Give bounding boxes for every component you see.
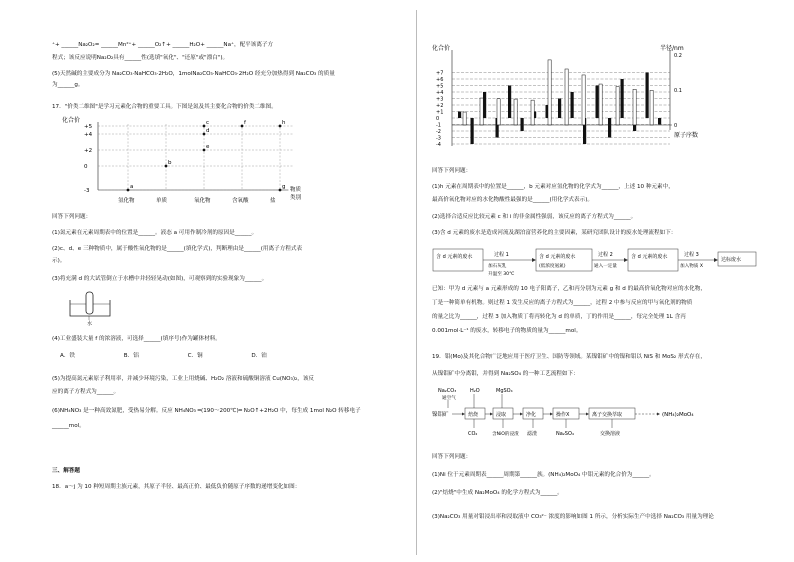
point-c xyxy=(203,125,206,128)
y-tick-label: -2 xyxy=(436,129,441,135)
point-f xyxy=(241,125,244,128)
sub-question-3: (3)将充满 d 的大试管倒立于水槽中并轻轻晃动(如图)，可观察到的实验现象为______。 xyxy=(52,276,268,282)
y-tick-label: +6 xyxy=(436,77,444,83)
y2-tick-label: 0 xyxy=(674,123,678,129)
step-roast: 焙烧 xyxy=(468,412,479,418)
valence-bar xyxy=(571,92,574,118)
answer-intro: 回答下列问题： xyxy=(52,214,92,220)
output-exchange-solution: 交换溶液 xyxy=(600,431,621,437)
step-ion-exchange: 离子交换萃取 xyxy=(592,412,623,418)
text-line: 程式；该反应说明Na₂O₂具有______性(选填"氧化"、"还原"或"漂白")。 xyxy=(52,55,229,61)
flow-step-3: 过程 3 xyxy=(684,252,699,258)
radius-bar xyxy=(497,99,500,125)
chart-xlabel-1: 物质 xyxy=(290,187,302,193)
output-co2: CO₂ xyxy=(468,431,478,437)
condition-text-3: 的量之比为______，过程 3 加入物质丁将丙转化为 d 的单质，丁的作用是______，每完全处理 1L 含丙 xyxy=(432,314,686,320)
valence-bar xyxy=(621,79,624,118)
radius-bar xyxy=(514,99,517,125)
point-a xyxy=(127,189,130,192)
condition-text-4: 0.001mol·L⁻¹ 的废水，转移电子的物质的量为______mol。 xyxy=(432,328,582,334)
question-18: 18．a～j 为 10 种短周期主族元素，其原子半径、最高正价、最低负价随原子序数的递增变化如图： xyxy=(52,484,301,490)
radius-bar xyxy=(616,87,619,126)
valence-bar xyxy=(458,112,461,119)
valence-bar xyxy=(596,86,599,119)
column-divider xyxy=(416,10,417,555)
options-row xyxy=(60,353,313,360)
text-line: 为______g。 xyxy=(52,82,84,88)
radius-bar xyxy=(650,90,653,125)
output-nio-residue: 含NiO的浸渣 xyxy=(492,432,519,437)
flow-note-1: 加石灰乳 xyxy=(488,264,507,269)
point-label-a: a xyxy=(130,184,134,190)
radius-bar xyxy=(463,112,466,125)
text-line: (5)天然碱的主要成分为 Na₂CO₃·NaHCO₃·2H₂O，1molNa₂CO₃·NaHCO₃·2H₂O 经充分加热得到 Na₂CO₃ 的质量 xyxy=(52,71,335,77)
sub-question-r3: (3)Na₂CO₃ 用量对钼浸出率和浸取液中 CO₃²⁻ 浓度的影响如图 1 所示，分析实际生产中选择 Na₂CO₃ 用量为理论 xyxy=(432,514,714,520)
input-1: Na₂CO₃ xyxy=(438,388,457,394)
condition-text-2: 丁是一种简单有机物。则过程 1 发生反应的离子方程式为______，过程 2 中参与反应的甲与氧化剂的物质 xyxy=(432,300,693,306)
y-tick-label: +2 xyxy=(436,103,444,109)
question-19: 19．钼(Mo)及其化合物广泛地应用于医疗卫生、国防等领域。某镍钼矿中的镍和钼以 NiS 和 MoS₂ 形式存在， xyxy=(432,354,706,360)
sub-question-4: (4)工业盛装大量 f 的浓溶液，可选择______(填序号)作为罐体材料。 xyxy=(52,336,221,342)
point-label-d: d xyxy=(206,128,210,134)
y-tick-label: +3 xyxy=(436,96,444,103)
inverted-tube-diagram xyxy=(66,290,116,326)
flow-box-2: 含 d 元素的废水 xyxy=(539,254,576,260)
y-tick-label: -3 xyxy=(436,135,441,142)
sub-question-6-cont: ______mol。 xyxy=(52,423,85,429)
y-tick-label: +2 xyxy=(84,148,93,154)
flow-box-1: 含 d 元素的废水 xyxy=(436,254,473,260)
y-tick-label: 0 xyxy=(84,164,88,170)
input-3: MgSO₄ xyxy=(496,388,513,394)
nitrogen-valence-chart xyxy=(58,114,323,206)
flow-note-2: 升温至 30℃ xyxy=(488,272,515,277)
step-purify: 净化 xyxy=(526,412,537,418)
radius-bar xyxy=(633,89,636,125)
condition-text: 已知：甲为 d 元素与 a 元素形成的 10 电子阳离子，乙和丙分别为元素 g 和 d 的最高价氧化物对应的水化物， xyxy=(432,286,706,292)
y-tick-label: -1 xyxy=(436,122,441,129)
molybdenum-process-flow xyxy=(432,384,762,444)
y-tick-label: +1 xyxy=(436,109,444,116)
radius-bar xyxy=(531,100,534,125)
y-tick-label: -3 xyxy=(84,188,90,194)
sub-question-r1: (1)Ni 位于元素周期表______周期第______族。(NH₄)₂MoO₄ 中钼元素的化合价为______。 xyxy=(432,472,655,478)
radius-bar xyxy=(548,60,551,125)
answer-intro-2: 回答下列问题： xyxy=(432,454,472,460)
output-na2so4: Na₂SO₄ xyxy=(556,431,574,437)
section-title: 三、解答题 xyxy=(52,468,80,474)
chart-ylabel: 化合价 xyxy=(62,117,81,124)
point-label-g: g xyxy=(282,184,286,190)
step-leach: 浸取 xyxy=(496,412,507,418)
y2-tick-label: 0.1 xyxy=(674,88,682,94)
sub-question-5-cont: 应的离子方程式为______。 xyxy=(52,389,120,395)
option-b[interactable]: B．铝 xyxy=(123,353,139,359)
y-tick-label: +4 xyxy=(84,132,93,138)
valence-bar xyxy=(521,118,524,131)
sub-question-r2: (2)"焙烧"中生成 Na₂MoO₄ 的化学方程式为______。 xyxy=(432,490,563,496)
option-a[interactable]: A．铁 xyxy=(60,353,76,359)
point-label-f: f xyxy=(244,120,246,126)
sub-question-2: (2)选择合适反应比较元素 c 和 i 的非金属性强弱，该反应的离子方程式为______。 xyxy=(432,214,637,220)
input-2: H₂O xyxy=(470,388,480,394)
point-label-c: c xyxy=(206,120,210,126)
ore-label: 镍钼矿 xyxy=(432,412,449,418)
flow-note-5: 加入物质 X xyxy=(680,264,703,269)
water-label: 水 xyxy=(87,321,93,326)
question-19-cont: 从镍钼矿中分离钼，并得到 Na₂SO₄ 的一种工艺流程如下： xyxy=(432,371,579,377)
flow-box-3: 含 d 元素的废水 xyxy=(631,254,668,260)
y-tick-label: +5 xyxy=(436,83,444,90)
point-label-e: e xyxy=(206,144,210,150)
radius-bar xyxy=(599,84,602,125)
x-category-label: 氧化物 xyxy=(194,198,211,204)
point-e xyxy=(203,149,206,152)
point-g xyxy=(279,189,282,192)
chart-xlabel: 原子序数 xyxy=(674,132,699,139)
flow-note-4: 通入一定量 xyxy=(594,264,617,269)
y2-tick-label: 0.2 xyxy=(674,53,682,59)
valence-bar xyxy=(471,118,474,144)
valence-bar xyxy=(558,99,561,119)
x-category-label: 含氧酸 xyxy=(232,198,249,204)
question-17: 17．"价类二维图"是学习元素化合物的重要工具。下图是氮及其主要化合物的价类二维图。 xyxy=(52,104,277,110)
flow-step-1: 过程 1 xyxy=(494,252,509,258)
wastewater-flow-diagram xyxy=(432,245,762,277)
valence-bar xyxy=(483,92,486,118)
option-d[interactable]: D．铂 xyxy=(251,353,267,359)
y-tick-label: -4 xyxy=(436,142,441,148)
valence-bar xyxy=(646,73,649,119)
valence-bar xyxy=(508,86,511,119)
x-category-label: 单质 xyxy=(156,198,168,204)
sub-question-3: (3)含 d 元素的废水是造成河流及湖泊富营养化的主要因素，某研究团队设计的废水处理流程如下： xyxy=(432,230,677,236)
option-c[interactable]: C．铜 xyxy=(187,353,203,359)
sub-question-2: (2)c、d、e 三种物质中，属于酸性氧化物的是______(填化学式)，判断理由是______(用离子方程式表 xyxy=(52,246,303,252)
flow-step-2: 过程 2 xyxy=(598,252,613,258)
flow-note-3: (低浓度氨氮) xyxy=(539,264,566,269)
sub-question-1-cont: 最高价氧化物对应的水化物酸性最强的是______(用化学式表示)。 xyxy=(432,197,593,203)
input-note: 通空气 xyxy=(442,396,456,401)
y-tick-label: +4 xyxy=(436,90,444,96)
sub-question-2-cont: 示)。 xyxy=(52,258,66,264)
x-category-label: 氢化物 xyxy=(118,198,135,204)
radius-bar xyxy=(582,75,585,125)
radius-bar xyxy=(480,98,483,125)
radius-bar xyxy=(565,69,568,125)
y-tick-label: +5 xyxy=(84,124,93,130)
sub-question-1: (1)氮元素在元素周期表中的位置是______。液态 a 可用作制冷剂的原因是______。 xyxy=(52,230,258,236)
output-filter-residue: 滤渣 xyxy=(527,431,538,437)
step-operation-x: 操作X xyxy=(556,412,570,418)
periodic-trend-chart xyxy=(432,40,717,152)
point-b xyxy=(165,165,168,168)
point-d xyxy=(203,133,206,136)
valence-bar xyxy=(658,118,661,125)
sub-question-1: (1)h 元素在周期表中的位置是______，b 元素对应氢化物的化学式为______，上述 10 种元素中， xyxy=(432,184,674,190)
product-label: (NH₄)₂MoO₄ xyxy=(662,412,694,418)
chart-ylabel: 化合价 xyxy=(432,45,451,52)
text-line: ⁺+ ______Na₂O₂= ______Mn²⁺+ ______O₂↑+ ______H₂O+ ______Na⁺，配平该离子方 xyxy=(52,42,274,48)
y-tick-label: +7 xyxy=(436,70,444,77)
chart-y2label: 半径/nm xyxy=(660,45,684,52)
y-tick-label: 0 xyxy=(436,116,440,122)
x-category-label: 盐 xyxy=(270,198,276,204)
answer-intro: 回答下列问题： xyxy=(432,168,472,174)
sub-question-6: (6)NH₄NO₃ 是一种高效氮肥，受热易分解。反应 NH₄NO₃ ═(190～200℃)═ N₂O↑+2H₂O 中，每生成 1mol N₂O 转移电子 xyxy=(52,408,361,414)
sub-question-5: (5)为提高氮元素原子利用率，并减少环境污染，工业上用烧碱、H₂O₂ 溶液和硫酸铜溶液 Cu(NO₃)₂，该反 xyxy=(52,376,315,382)
point-h xyxy=(279,125,282,128)
point-label-b: b xyxy=(168,160,172,166)
chart-xlabel-2: 类别 xyxy=(290,195,302,201)
point-label-h: h xyxy=(282,120,286,126)
flow-box-4: 达标废水 xyxy=(721,257,742,263)
valence-bar xyxy=(608,118,611,138)
